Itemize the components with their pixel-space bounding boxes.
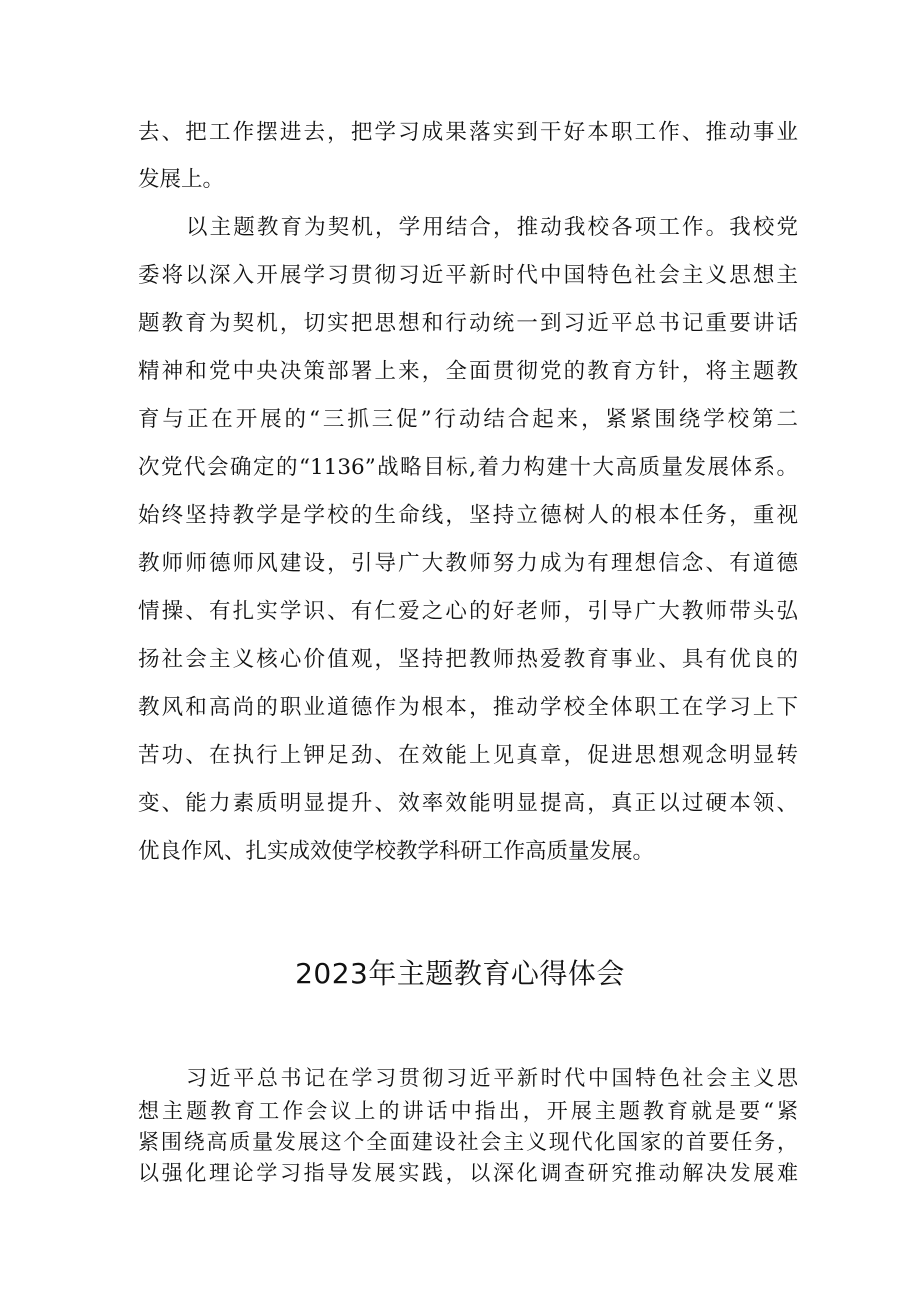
text-line: 想主题教育工作会议上的讲话中指出，开展主题教育就是要“紧: [138, 1099, 798, 1123]
text-line: 情操、有扎实学识、有仁爱之心的好老师，引导广大教师带头弘: [138, 599, 798, 624]
text-line: 题教育为契机，切实把思想和行动统一到习近平总书记重要讲话: [138, 311, 798, 336]
section-title: 2023年主题教育心得体会: [295, 957, 625, 990]
text-line: 委将以深入开展学习贯彻习近平新时代中国特色社会主义思想主: [138, 263, 798, 288]
text-line: 优良作风、扎实成效使学校教学科研工作高质量发展。: [138, 839, 655, 864]
text-line: 去、把工作摆进去，把学习成果落实到干好本职工作、推动事业: [138, 120, 798, 145]
text-line: 扬社会主义核心价值观，坚持把教师热爱教育事业、具有优良的: [138, 647, 798, 672]
text-line: 苦功、在执行上钾足劲、在效能上见真章，促进思想观念明显转: [138, 743, 798, 768]
text-line: 以主题教育为契机，学用结合，推动我校各项工作。我校党: [186, 215, 798, 240]
text-line: 教师师德师风建设，引导广大教师努力成为有理想信念、有道德: [138, 551, 798, 576]
text-line: 以强化理论学习指导发展实践，以深化调查研究推动解决发展难: [138, 1161, 798, 1185]
text-line: 变、能力素质明显提升、效率效能明显提高，真正以过硬本领、: [138, 791, 798, 816]
text-line: 精神和党中央决策部署上来，全面贯彻党的教育方针，将主题教: [138, 359, 798, 384]
text-line: 始终坚持教学是学校的生命线，坚持立德树人的根本任务，重视: [138, 503, 798, 528]
text-line: 发展上。: [138, 167, 225, 192]
text-line: 紧围绕高质量发展这个全面建设社会主义现代化国家的首要任务，: [138, 1130, 798, 1154]
text-line: 次党代会确定的“1136”战略目标,着力构建十大高质量发展体系。: [138, 455, 798, 480]
text-line: 教风和高尚的职业道德作为根本，推动学校全体职工在学习上下: [138, 695, 798, 720]
text-line: 习近平总书记在学习贯彻习近平新时代中国特色社会主义思: [186, 1066, 798, 1090]
text-line: 育与正在开展的“三抓三促”行动结合起来，紧紧围绕学校第二: [138, 407, 798, 432]
